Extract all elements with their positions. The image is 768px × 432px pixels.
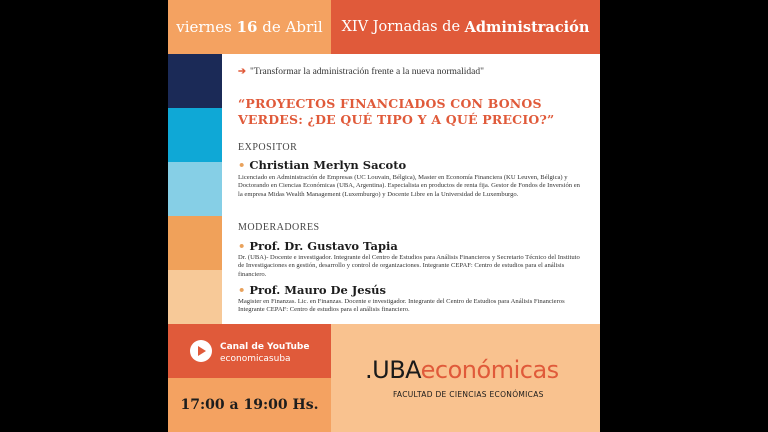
topic-text: "Transformar la administración frente a la nueva normalidad" [249,67,484,77]
event-title [331,0,600,54]
speaker-section-label: EXPOSITOR [238,142,298,153]
date-connector: de [262,18,281,36]
talk-details [232,54,592,324]
day-number: 16 [236,18,258,36]
color-strip-peach [168,270,222,324]
play-icon[interactable] [190,340,212,362]
moderator-bio: Magister en Finanzas. Lic. en Finanzas. Docente e investigador. Integrante del Centro de Estudios para Análisis Financieros Integrante CEPAF: Centro de estudios para el análisis financiero. [238,298,565,314]
color-strip-orange [168,216,222,270]
event-prefix: XIV Jornadas de [341,19,461,35]
logo-uba: .UBA [365,356,421,384]
day-name: viernes [176,18,232,36]
youtube-handle[interactable]: economicasuba [220,354,291,364]
uba-economicas-logo [365,356,559,384]
youtube-label: Canal de YouTube [220,342,310,352]
speaker-name-text: Christian Merlyn Sacoto [249,158,407,172]
month: Abril [285,18,323,36]
talk-title: “PROYECTOS FINANCIADOS CON BONOS VERDES: ¿DE QUÉ TIPO Y A QUÉ PRECIO?” [238,96,555,127]
event-poster [168,0,600,432]
moderators-section-label: MODERADORES [238,222,320,233]
moderator-bio: Dr. (UBA)- Docente e investigador. Integrante del Centro de Estudios para Análisis Financieros y Secretario Técnico del Instituto de Investigaciones en gestión, desarrollo y control de organizaciones. Integrante CEPAF: Centro de estudios para el análisis financiero. [238,254,580,278]
moderator-name [238,283,386,297]
brand-block [331,324,600,432]
bullet-icon: • [238,158,246,172]
moderator-name-text: Prof. Dr. Gustavo Tapia [249,239,398,253]
color-strip-cyan [168,108,222,162]
speaker-bio: Licenciado en Administración de Empresas (UC Louvain, Bélgica), Master en Economía Financiera (KU Leuven, Bélgica) y Doctorando en Ciencias Económicas (UBA, Argentina). Especialista en productos de renta fija. Gestor de Fondos de Inversión en la empresa Midas Wealth Management (Luxemburgo) y Docente Libre en la Universidad de Luxemburgo. [238,174,580,198]
topic-line [238,66,484,77]
bullet-icon: • [238,239,246,253]
moderator-name-text: Prof. Mauro De Jesús [249,283,386,297]
arrow-right-icon: ➔ [238,67,246,77]
color-strip-navy [168,54,222,108]
color-strip-light-blue [168,162,222,216]
bullet-icon: • [238,283,246,297]
logo-economicas: económicas [420,356,559,384]
moderator-name [238,239,398,253]
faculty-name: FACULTAD DE CIENCIAS ECONÓMICAS [393,390,544,399]
youtube-channel[interactable] [168,324,331,378]
event-highlight: Administración [464,18,590,36]
speaker-name [238,158,406,172]
event-date [168,0,331,54]
event-time: 17:00 a 19:00 Hs. [168,378,331,432]
